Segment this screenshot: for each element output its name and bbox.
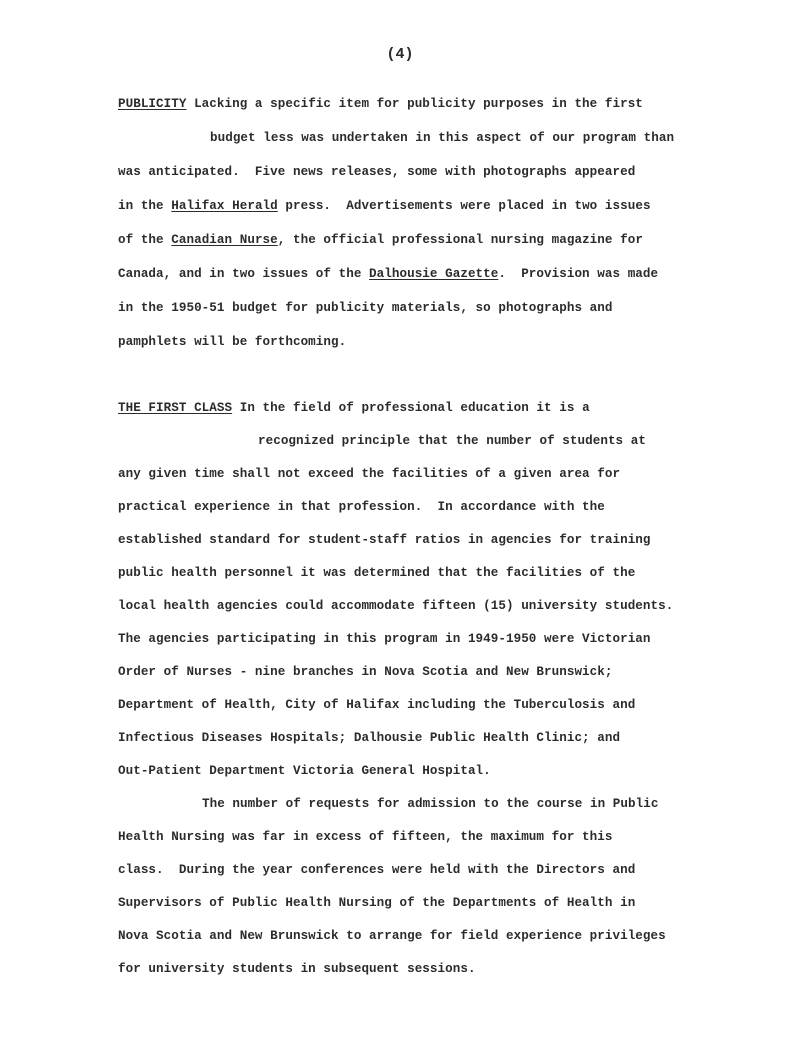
publicity-heading: PUBLICITY [118,97,187,111]
requests-line-1: The number of requests for admission to the course in Public [202,797,659,811]
first-class-line-10: Department of Health, City of Halifax including the Tuberculosis and [118,698,636,712]
publicity-line-5 [118,233,643,247]
text-run: Canada, and in two issues of the [118,267,370,281]
halifax-herald-title: Halifax Herald [171,199,278,213]
text-run: of the [118,233,172,247]
first-class-line-7: local health agencies could accommodate fifteen (15) university students. [118,599,674,613]
first-class-line-1 [118,401,590,415]
text-run: press. Advertisements were placed in two issues [277,199,651,213]
first-class-line-2: recognized principle that the number of students at [258,434,646,448]
publicity-line-3: was anticipated. Five news releases, some with photographs appeared [118,165,636,179]
first-class-line-11: Infectious Diseases Hospitals; Dalhousie Public Health Clinic; and [118,731,621,745]
text-run: , the official professional nursing magazine for [277,233,643,247]
publicity-paragraph-line [118,97,643,111]
first-class-line-5: established standard for student-staff ratios in agencies for training [118,533,651,547]
canadian-nurse-title: Canadian Nurse [171,233,278,247]
dalhousie-gazette-title: Dalhousie Gazette [369,267,499,281]
requests-line-3: class. During the year conferences were held with the Directors and [118,863,636,877]
publicity-line-4 [118,199,651,213]
text-run: in the [118,199,172,213]
publicity-line-2: budget less was undertaken in this aspect of our program than [210,131,675,145]
first-class-line-3: any given time shall not exceed the facilities of a given area for [118,467,621,481]
first-class-line-6: public health personnel it was determined that the facilities of the [118,566,636,580]
text-run: In the field of professional education it is a [232,401,590,415]
publicity-line-8: pamphlets will be forthcoming. [118,335,347,349]
requests-line-5: Nova Scotia and New Brunswick to arrange for field experience privileges [118,929,666,943]
publicity-line-6 [118,267,658,281]
publicity-line-7: in the 1950-51 budget for publicity materials, so photographs and [118,301,613,315]
publicity-text: Lacking a specific item for publicity purposes in the first [186,97,643,111]
first-class-line-12: Out-Patient Department Victoria General Hospital. [118,764,491,778]
requests-line-6: for university students in subsequent sessions. [118,962,476,976]
first-class-line-4: practical experience in that profession. In accordance with the [118,500,605,514]
first-class-line-9: Order of Nurses - nine branches in Nova Scotia and New Brunswick; [118,665,613,679]
requests-line-4: Supervisors of Public Health Nursing of the Departments of Health in [118,896,636,910]
first-class-heading: THE FIRST CLASS [118,401,233,415]
first-class-line-8: The agencies participating in this program in 1949-1950 were Victorian [118,632,651,646]
requests-line-2: Health Nursing was far in excess of fifteen, the maximum for this [118,830,613,844]
text-run: . Provision was made [498,267,659,281]
page-number: (4) [386,46,414,63]
